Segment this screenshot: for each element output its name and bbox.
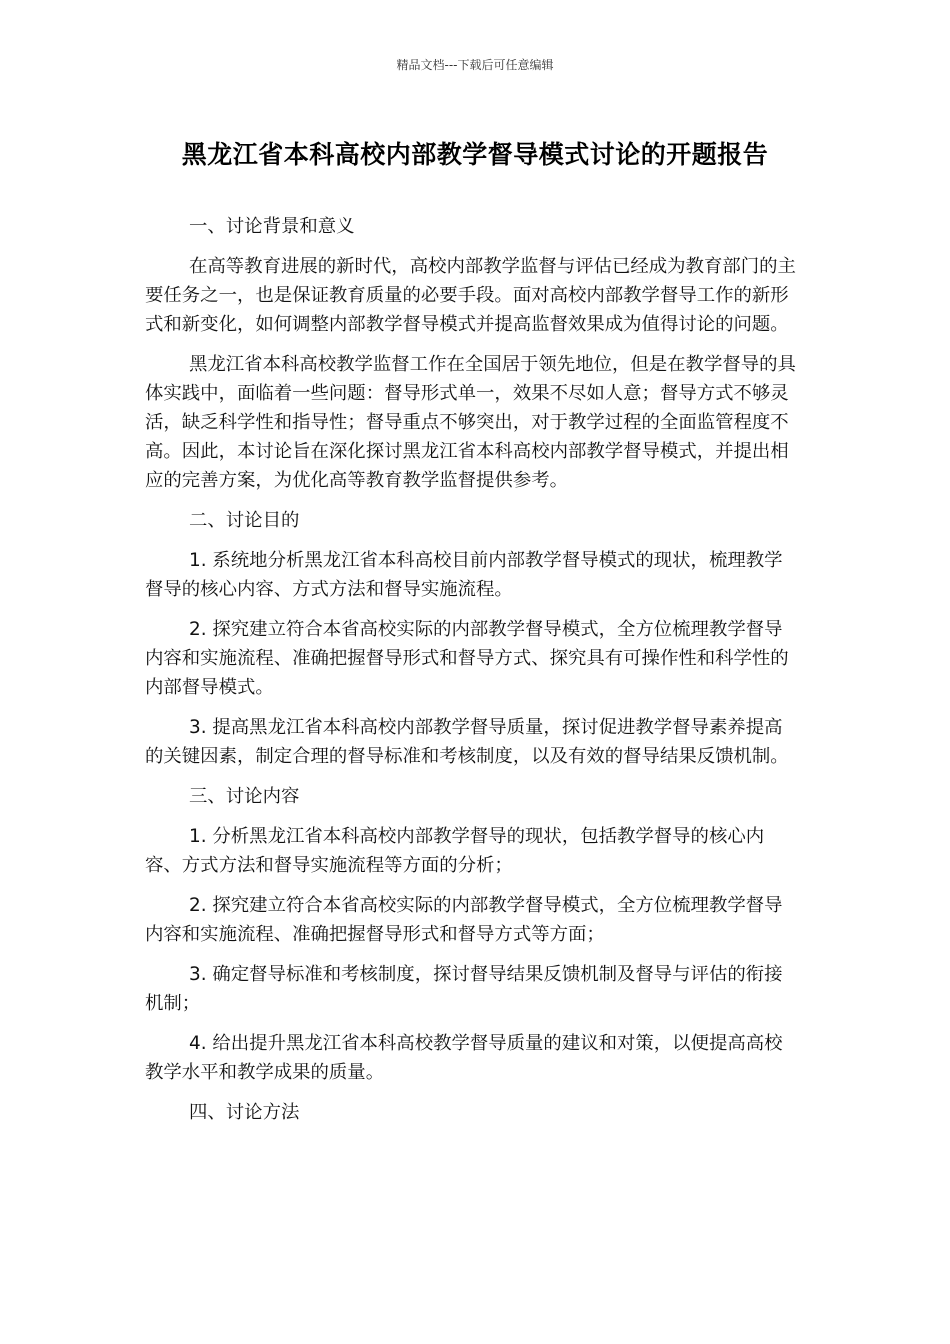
list-item: 2. 探究建立符合本省高校实际的内部教学督导模式，全方位梳理教学督导内容和实施流程、准确把握督导形式和督导方式等方面； (145, 895, 783, 945)
section-heading-background: 一、讨论背景和意义 (189, 216, 355, 237)
section-heading-method: 四、讨论方法 (189, 1102, 300, 1123)
list-item: 1. 分析黑龙江省本科高校内部教学督导的现状，包括教学督导的核心内容、方式方法和督导实施流程等方面的分析； (145, 826, 765, 876)
paragraph: 黑龙江省本科高校教学监督工作在全国居于领先地位，但是在教学督导的具体实践中，面临着一些问题：督导形式单一，效果不尽如人意；督导方式不够灵活，缺乏科学性和指导性；督导重点不够突出，对于教学过程的全面监管程度不高。因此，本讨论旨在深化探讨黑龙江省本科高校内部教学督导模式，并提出相应的完善方案，为优化高等教育教学监督提供参考。 (145, 354, 796, 491)
section-heading-content: 三、讨论内容 (189, 786, 300, 807)
list-item: 3. 确定督导标准和考核制度，探讨督导结果反馈机制及督导与评估的衔接机制； (145, 964, 783, 1014)
document-body (145, 212, 800, 1138)
document-title: 黑龙江省本科高校内部教学督导模式讨论的开题报告 (181, 140, 769, 169)
page-header-watermark: 精品文档---下载后可任意编辑 (396, 58, 554, 72)
list-item: 3. 提高黑龙江省本科高校内部教学督导质量，探讨促进教学督导素养提高的关键因素，制定合理的督导标准和考核制度，以及有效的督导结果反馈机制。 (145, 717, 789, 767)
list-item: 4. 给出提升黑龙江省本科高校教学督导质量的建议和对策，以便提高高校教学水平和教学成果的质量。 (145, 1033, 783, 1083)
list-item: 2. 探究建立符合本省高校实际的内部教学督导模式，全方位梳理教学督导内容和实施流程、准确把握督导形式和督导方式、探究具有可操作性和科学性的内部督导模式。 (145, 619, 789, 698)
paragraph: 在高等教育进展的新时代，高校内部教学监督与评估已经成为教育部门的主要任务之一，也是保证教育质量的必要手段。面对高校内部教学督导工作的新形式和新变化，如何调整内部教学督导模式并提高监督效果成为值得讨论的问题。 (145, 256, 796, 335)
section-heading-purpose: 二、讨论目的 (189, 510, 300, 531)
list-item: 1. 系统地分析黑龙江省本科高校目前内部教学督导模式的现状，梳理教学督导的核心内容、方式方法和督导实施流程。 (145, 550, 783, 600)
